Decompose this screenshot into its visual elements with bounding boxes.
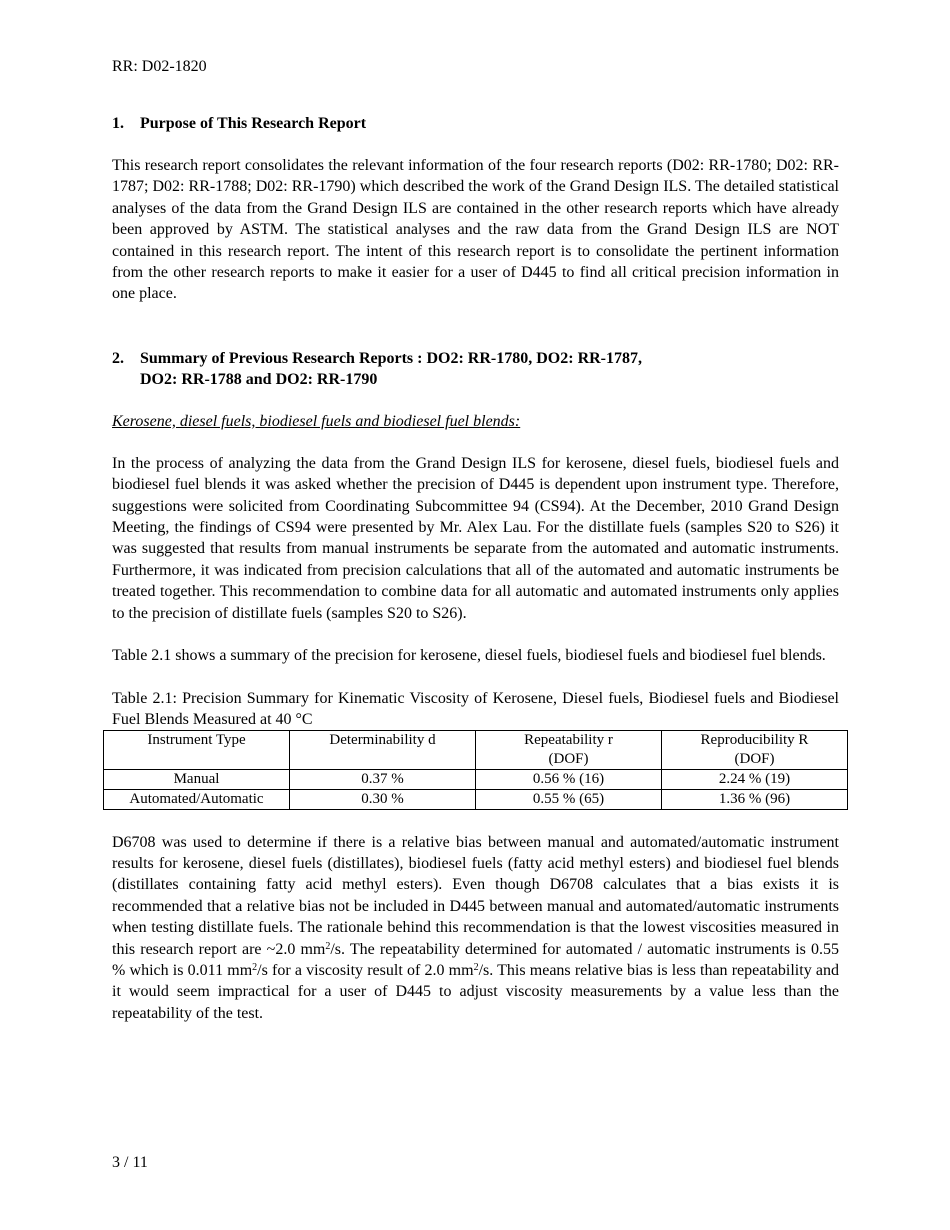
cell-reproducibility: 1.36 % (96): [662, 789, 848, 809]
section2-title: [140, 348, 839, 390]
section2-paragraph3: [112, 832, 839, 1025]
section1-number: 1.: [112, 115, 124, 132]
page-number: 3 / 11: [112, 1154, 148, 1171]
table-row: [104, 769, 848, 789]
report-id-header: RR: D02-1820: [112, 58, 207, 75]
table-header-row: [104, 730, 848, 769]
cell-determinability: 0.30 %: [290, 789, 476, 809]
section1-paragraph: This research report consolidates the relevant information of the four research reports (D02: RR-1780; D02: RR-1787; D02: RR-1788; D02: RR-1790) which described the work of the Grand Design ILS. The detailed statistical analyses of the data from the Grand Design ILS are contained in the other research reports which have already been approved by ASTM. The statistical analyses and the raw data from the Grand Design ILS are NOT contained in this research report. The intent of this research report is to consolidate the pertinent information from the other research reports to make it easier for a user of D445 to find all critical precision information in one place.: [112, 157, 839, 303]
header-repeatability-dof: (DOF): [548, 750, 589, 767]
header-repeatability-label: Repeatability r: [524, 731, 613, 748]
cell-repeatability: 0.55 % (65): [476, 789, 662, 809]
paragraph3-part3: /s for a viscosity result of 2.0 mm: [257, 961, 474, 979]
section1-title: Purpose of This Research Report: [140, 115, 367, 132]
cell-determinability: 0.37 %: [290, 769, 476, 789]
table-row: [104, 789, 848, 809]
cell-instrument: Automated/Automatic: [104, 789, 290, 809]
paragraph3-part2: /s. The repeatability determined for automated / automatic instruments is 0.55 % which is 0.011 mm: [112, 940, 839, 979]
paragraph3-part1: D6708 was used to determine if there is a relative bias between manual and automated/automatic instrument results for kerosene, diesel fuels (distillates), biodiesel fuels (fatty acid methyl esters) and biodiesel fuel blends (distillates containing fatty acid methyl esters). Even though D6708 calculates that a bias exists it is recommended that a relative bias not be included in D445 between manual and automated/automatic instruments when testing distillate fuels. The rationale behind this recommendation is that the lowest viscosities measured in this research report are ~2.0 mm: [112, 833, 839, 958]
superscript-2: 2: [252, 961, 258, 973]
cell-repeatability: 0.56 % (16): [476, 769, 662, 789]
header-reproducibility: [662, 730, 848, 769]
cell-instrument: Manual: [104, 769, 290, 789]
header-reproducibility-label: Reproducibility R: [700, 731, 809, 748]
paragraph3-part4: /s. This means relative bias is less than repeatability and it would seem impractical for a user of D445 to adjust viscosity measurements by a value less than the repeatability of the test.: [112, 961, 839, 1022]
header-determinability: Determinability d: [290, 730, 476, 769]
fuels-subheading: Kerosene, diesel fuels, biodiesel fuels and biodiesel fuel blends:: [112, 412, 521, 430]
precision-table: [103, 730, 848, 810]
section2-heading: [112, 348, 839, 390]
header-instrument-type: Instrument Type: [104, 730, 290, 769]
section2-title-line2: DO2: RR-1788 and DO2: RR-1790: [140, 370, 378, 388]
section2-number: 2.: [112, 349, 124, 367]
superscript-2: 2: [325, 940, 331, 952]
cell-reproducibility: 2.24 % (19): [662, 769, 848, 789]
table-caption: Table 2.1: Precision Summary for Kinematic Viscosity of Kerosene, Diesel fuels, Biodiesel fuels and Biodiesel Fuel Blends Measured at 40 °C: [112, 689, 839, 728]
page-content: [112, 113, 839, 1024]
header-repeatability: [476, 730, 662, 769]
section2-paragraph2: Table 2.1 shows a summary of the precision for kerosene, diesel fuels, biodiesel fuels and biodiesel fuel blends.: [112, 647, 826, 665]
header-reproducibility-dof: (DOF): [734, 750, 775, 767]
section2-title-line1: Summary of Previous Research Reports : DO2: RR-1780, DO2: RR-1787,: [140, 349, 643, 367]
section1-heading: [112, 113, 839, 134]
superscript-2: 2: [473, 961, 479, 973]
section2-paragraph1: In the process of analyzing the data from the Grand Design ILS for kerosene, diesel fuels, biodiesel fuels and biodiesel fuel blends it was asked whether the precision of D445 is dependent upon instrument type. Therefore, suggestions were solicited from Coordinating Subcommittee 94 (CS94). At the December, 2010 Grand Design Meeting, the findings of CS94 were presented by Mr. Alex Lau. For the distillate fuels (samples S20 to S26) it was suggested that results from manual instruments be separate from the automated and automatic instruments. Furthermore, it was indicated from precision calculations that all of the automated and automatic instruments be treated together. This recommendation to combine data for all automatic and automated instruments only applies to the precision of distillate fuels (samples S20 to S26).: [112, 454, 839, 622]
